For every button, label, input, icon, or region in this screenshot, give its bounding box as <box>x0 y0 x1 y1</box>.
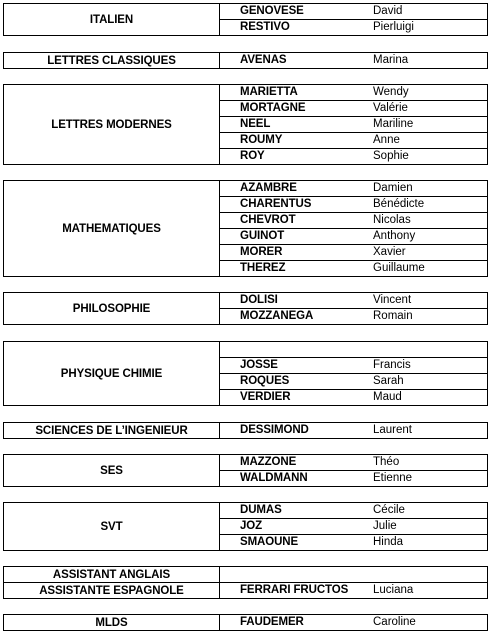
subject-block <box>3 614 488 631</box>
teacher-list <box>220 503 487 551</box>
teacher-first-name: Francis <box>373 359 411 371</box>
teacher-first-name: Wendy <box>373 86 409 98</box>
teacher-last-name: WALDMANN <box>240 472 308 484</box>
teacher-first-name: Julie <box>373 520 397 532</box>
teacher-row <box>220 245 487 261</box>
teacher-row <box>220 358 487 374</box>
teacher-first-name: Nicolas <box>373 214 411 226</box>
teacher-list <box>220 85 487 165</box>
subject-block <box>3 422 488 439</box>
subject-block <box>3 180 488 277</box>
teacher-list <box>220 455 487 487</box>
teacher-row <box>220 197 487 213</box>
teacher-first-name: Marina <box>373 54 409 66</box>
teacher-row <box>220 567 487 583</box>
teacher-first-name: Valérie <box>373 102 408 114</box>
subject-block <box>3 3 488 36</box>
subject-block <box>3 566 488 599</box>
teacher-last-name: AZAMBRE <box>240 182 297 194</box>
teacher-last-name: SMAOUNE <box>240 536 299 548</box>
teacher-row <box>220 423 487 439</box>
teacher-list <box>220 181 487 277</box>
subject-block <box>3 52 488 69</box>
subject-cell <box>4 567 220 598</box>
teacher-list <box>220 4 487 36</box>
teacher-last-name: CHEVROT <box>240 214 296 226</box>
teacher-row <box>220 85 487 101</box>
teacher-row <box>220 101 487 117</box>
teacher-first-name: Sarah <box>373 375 404 387</box>
teacher-first-name: Sophie <box>373 150 409 162</box>
teacher-first-name: Hinda <box>373 536 404 548</box>
teacher-first-name: Anthony <box>373 230 416 242</box>
subject-name: ASSISTANTE ESPAGNOLE <box>39 585 184 597</box>
teacher-row <box>220 535 487 551</box>
subject-block <box>3 341 488 406</box>
teacher-row <box>220 149 487 165</box>
teacher-row <box>220 519 487 535</box>
subject-name: LETTRES MODERNES <box>4 85 220 164</box>
subject-name: SCIENCES DE L’INGENIEUR <box>4 423 220 438</box>
teacher-row <box>220 20 487 36</box>
teacher-last-name: MORTAGNE <box>240 102 306 114</box>
teacher-last-name: MARIETTA <box>240 86 298 98</box>
teacher-first-name: Laurent <box>373 424 413 436</box>
teacher-first-name: Damien <box>373 182 413 194</box>
teacher-list <box>220 615 487 631</box>
subject-block <box>3 84 488 165</box>
subject-block <box>3 292 488 325</box>
teacher-row <box>220 583 487 599</box>
teacher-list <box>220 423 487 439</box>
subject-name: SVT <box>4 503 220 550</box>
teacher-row <box>220 213 487 229</box>
teacher-first-name: Anne <box>373 134 400 146</box>
subject-name: ASSISTANT ANGLAIS <box>4 567 219 583</box>
subject-name: LETTRES CLASSIQUES <box>4 53 220 68</box>
teacher-row <box>220 229 487 245</box>
teacher-last-name: ROY <box>240 150 265 162</box>
subject-block <box>3 502 488 551</box>
teacher-last-name: ROQUES <box>240 375 290 387</box>
teacher-last-name: MORER <box>240 246 283 258</box>
teacher-row <box>220 133 487 149</box>
teacher-row <box>220 53 487 69</box>
subject-name: MLDS <box>4 615 220 630</box>
teacher-last-name: JOZ <box>240 520 263 532</box>
teacher-last-name: THEREZ <box>240 262 286 274</box>
teacher-row <box>220 615 487 631</box>
teacher-row <box>220 503 487 519</box>
teacher-first-name: Mariline <box>373 118 414 130</box>
teacher-first-name: Etienne <box>373 472 413 484</box>
teacher-last-name: DESSIMOND <box>240 424 309 436</box>
subject-name: PHILOSOPHIE <box>4 293 220 324</box>
subject-name: MATHEMATIQUES <box>4 181 220 276</box>
teacher-first-name: Maud <box>373 391 402 403</box>
teacher-first-name: Théo <box>373 456 400 468</box>
teacher-last-name: JOSSE <box>240 359 278 371</box>
teacher-first-name: Pierluigi <box>373 21 414 33</box>
teacher-last-name: FERRARI FRUCTOS <box>240 584 349 596</box>
teacher-row <box>220 293 487 309</box>
teacher-list <box>220 293 487 325</box>
teacher-row <box>220 117 487 133</box>
teacher-last-name: VERDIER <box>240 391 291 403</box>
teacher-last-name: DOLISI <box>240 294 278 306</box>
teacher-last-name: AVENAS <box>240 54 287 66</box>
teacher-last-name: MOZZANEGA <box>240 310 314 322</box>
teacher-row <box>220 309 487 325</box>
teacher-row <box>220 4 487 20</box>
subject-block <box>3 454 488 487</box>
teacher-row <box>220 471 487 487</box>
teacher-last-name: MAZZONE <box>240 456 297 468</box>
teacher-first-name: Luciana <box>373 584 414 596</box>
teacher-row <box>220 181 487 197</box>
teacher-first-name: Caroline <box>373 616 416 628</box>
teacher-last-name: CHARENTUS <box>240 198 312 210</box>
teacher-last-name: NEEL <box>240 118 271 130</box>
teacher-first-name: Bénédicte <box>373 198 425 210</box>
teacher-row <box>220 342 487 358</box>
teacher-first-name: Xavier <box>373 246 406 258</box>
subject-name: ITALIEN <box>4 4 220 35</box>
teacher-first-name: David <box>373 5 403 17</box>
teacher-row <box>220 390 487 406</box>
teacher-last-name: FAUDEMER <box>240 616 304 628</box>
subject-name: SES <box>4 455 220 486</box>
teacher-list <box>220 342 487 406</box>
subject-name: PHYSIQUE CHIMIE <box>4 342 220 405</box>
teacher-list <box>220 567 487 599</box>
teacher-last-name: DUMAS <box>240 504 282 516</box>
teacher-row <box>220 261 487 277</box>
teacher-last-name: ROUMY <box>240 134 283 146</box>
teacher-first-name: Romain <box>373 310 413 322</box>
teacher-last-name: RESTIVO <box>240 21 290 33</box>
teacher-last-name: GUINOT <box>240 230 285 242</box>
teacher-first-name: Vincent <box>373 294 412 306</box>
teacher-first-name: Cécile <box>373 504 405 516</box>
teacher-last-name: GENOVESE <box>240 5 304 17</box>
teacher-list <box>220 53 487 69</box>
teacher-first-name: Guillaume <box>373 262 425 274</box>
teacher-row <box>220 455 487 471</box>
teacher-row <box>220 374 487 390</box>
